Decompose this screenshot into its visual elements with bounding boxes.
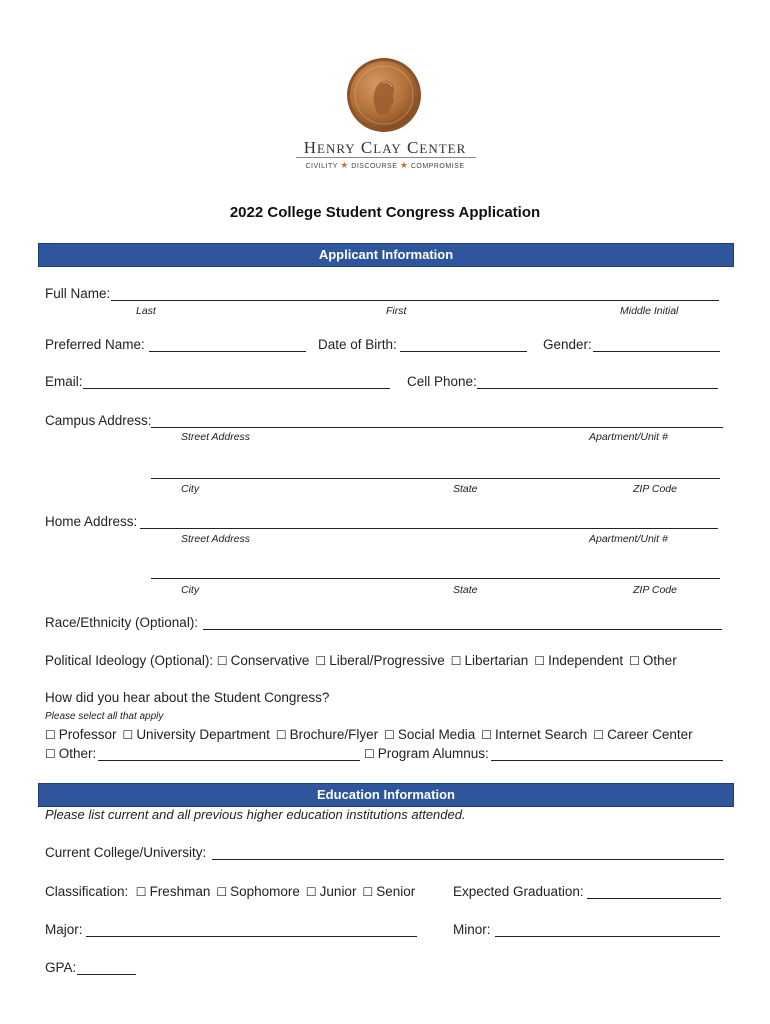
ideology-option-libertarian[interactable]: ☐ Libertarian — [450, 653, 529, 668]
ideology-label: Political Ideology (Optional): — [45, 653, 214, 668]
current-college-field[interactable] — [212, 859, 724, 860]
major-field[interactable] — [86, 936, 417, 937]
home-address-label: Home Address: — [45, 514, 138, 529]
cell-phone-field[interactable] — [477, 388, 718, 389]
checkbox-icon: ☐ — [362, 885, 374, 899]
checkbox-icon: ☐ — [384, 728, 395, 742]
hear-option-university-department[interactable]: ☐ University Department — [122, 727, 270, 742]
hear-about-note: Please select all that apply — [45, 711, 164, 722]
checkbox-icon: ☐ — [122, 728, 134, 742]
education-note: Please list current and all previous higher education institutions attended. — [45, 807, 466, 822]
hear-option-brochure[interactable]: ☐ Brochure/Flyer — [275, 727, 379, 742]
home-apt-caption: Apartment/Unit # — [589, 533, 668, 545]
ideology-option-independent[interactable]: ☐ Independent — [534, 653, 624, 668]
cell-phone-label: Cell Phone: — [407, 374, 477, 389]
campus-address-label: Campus Address: — [45, 413, 152, 428]
home-street-caption: Street Address — [181, 533, 251, 545]
org-tagline: CIVILITY ★ DISCOURSE ★ COMPROMISE — [305, 160, 465, 170]
first-name-caption: First — [386, 305, 407, 317]
gender-field[interactable] — [593, 351, 720, 352]
class-option-senior[interactable]: ☐ Senior — [362, 884, 416, 899]
race-ethnicity-field[interactable] — [203, 629, 722, 630]
expected-graduation-label: Expected Graduation: — [453, 884, 584, 899]
campus-city-state-zip-field[interactable] — [151, 478, 720, 479]
ideology-option-other[interactable]: ☐ Other — [629, 653, 677, 668]
checkbox-icon: ☐ — [481, 728, 492, 742]
hear-options-row — [45, 727, 699, 743]
hear-about-label: How did you hear about the Student Congress? — [45, 690, 330, 705]
gender-label: Gender: — [543, 337, 592, 352]
checkbox-icon: ☐ — [216, 885, 228, 899]
home-city-state-zip-field[interactable] — [151, 578, 720, 579]
hear-option-social-media[interactable]: ☐ Social Media — [384, 727, 476, 742]
race-ethnicity-label: Race/Ethnicity (Optional): — [45, 615, 199, 630]
full-name-field[interactable] — [111, 300, 719, 301]
home-zip-caption: ZIP Code — [633, 584, 677, 596]
hear-option-career-center[interactable]: ☐ Career Center — [593, 727, 693, 742]
hear-other-field[interactable] — [98, 760, 360, 761]
hear-option-internet-search[interactable]: ☐ Internet Search — [481, 727, 588, 742]
checkbox-icon: ☐ — [534, 654, 546, 668]
campus-city-caption: City — [181, 483, 200, 495]
org-rule — [296, 157, 476, 158]
home-city-caption: City — [181, 584, 200, 596]
last-name-caption: Last — [136, 305, 156, 317]
gpa-field[interactable] — [77, 974, 136, 975]
class-option-junior[interactable]: ☐ Junior — [305, 884, 357, 899]
checkbox-icon: ☐ — [305, 885, 317, 899]
minor-label: Minor: — [453, 922, 491, 937]
checkbox-icon: ☐ — [275, 728, 287, 742]
preferred-name-label: Preferred Name: — [45, 337, 145, 352]
org-name: HENRY CLAY CENTER — [303, 138, 467, 157]
minor-field[interactable] — [495, 936, 720, 937]
checkbox-icon: ☐ — [315, 654, 327, 668]
classification-label: Classification: — [45, 884, 129, 899]
full-name-label: Full Name: — [45, 286, 111, 301]
checkbox-icon: ☐ — [364, 747, 375, 761]
star-icon: ★ — [340, 160, 349, 170]
checkbox-icon: ☐ — [45, 747, 56, 761]
current-college-label: Current College/University: — [45, 845, 207, 860]
hear-alumnus-field[interactable] — [491, 760, 723, 761]
ideology-option-conservative[interactable]: ☐ Conservative — [216, 653, 310, 668]
checkbox-icon: ☐ — [593, 728, 605, 742]
home-state-caption: State — [453, 584, 478, 596]
checkbox-icon: ☐ — [216, 654, 228, 668]
dob-label: Date of Birth: — [318, 337, 397, 352]
hear-alumnus-option[interactable]: ☐ Program Alumnus: — [364, 746, 489, 761]
campus-street-caption: Street Address — [181, 431, 251, 443]
preferred-name-field[interactable] — [149, 351, 306, 352]
checkbox-icon: ☐ — [450, 654, 462, 668]
henry-clay-seal-logo — [346, 57, 422, 133]
dob-field[interactable] — [400, 351, 527, 352]
section-banner-education: Education Information — [38, 783, 734, 807]
major-label: Major: — [45, 922, 83, 937]
campus-street-field[interactable] — [151, 427, 723, 428]
home-street-field[interactable] — [140, 528, 718, 529]
campus-state-caption: State — [453, 483, 478, 495]
campus-zip-caption: ZIP Code — [633, 483, 677, 495]
form-title: 2022 College Student Congress Application — [229, 204, 541, 221]
class-option-sophomore[interactable]: ☐ Sophomore — [216, 884, 300, 899]
hear-other-option[interactable]: ☐ Other: — [45, 746, 97, 761]
ideology-row — [45, 653, 683, 669]
hear-option-professor[interactable]: ☐ Professor — [45, 727, 117, 742]
star-icon: ★ — [399, 160, 409, 170]
class-option-freshman[interactable]: ☐ Freshman — [135, 884, 211, 899]
checkbox-icon: ☐ — [45, 728, 56, 742]
checkbox-icon: ☐ — [135, 885, 147, 899]
email-label: Email: — [45, 374, 83, 389]
expected-graduation-field[interactable] — [587, 898, 721, 899]
checkbox-icon: ☐ — [629, 654, 640, 668]
campus-apt-caption: Apartment/Unit # — [589, 431, 668, 443]
gpa-label: GPA: — [45, 960, 77, 975]
email-field[interactable] — [83, 388, 390, 389]
classification-row — [45, 884, 421, 900]
ideology-option-liberal[interactable]: ☐ Liberal/Progressive — [315, 653, 445, 668]
section-banner-applicant: Applicant Information — [38, 243, 734, 267]
middle-initial-caption: Middle Initial — [620, 305, 679, 317]
